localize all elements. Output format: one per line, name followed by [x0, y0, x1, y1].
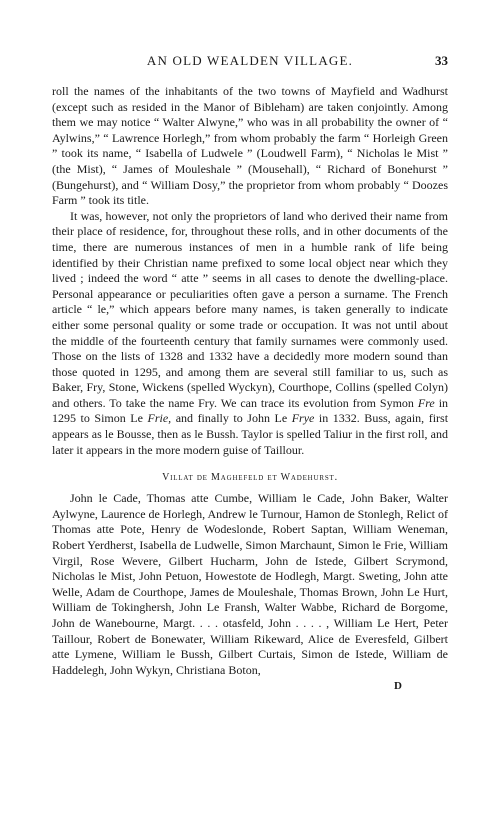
- paragraph-2-text-b: in 1295 to Simon Le: [52, 395, 449, 426]
- paragraph-2: [52, 209, 448, 459]
- page-header: [52, 52, 448, 70]
- italic-frie: Frie,: [147, 411, 172, 426]
- page-number: 33: [435, 53, 448, 68]
- paragraph-2-text-d: in 1332. Buss, again, first appears as le Bousse, then as le Bussh. Taylor is spelled Taliur in the first roll, and later it appears in the more modern guise of Taillour.: [52, 411, 449, 457]
- italic-frye: Frye: [291, 411, 315, 426]
- section-heading: Villat de Maghefeld et Wadehurst.: [162, 472, 338, 484]
- signature-mark: D: [394, 680, 402, 693]
- paragraph-3: John le Cade, Thomas atte Cumbe, William le Cade, John Baker, Walter Aylwyne, Laurence de Horlegh, Andrew le Turnour, Hamon de Stonlegh, Relict of Thomas atte Pote, Henry de Wodeslonde, Robert Saptan, William Weneman, Robert Yerdherst, Isabella de Ludwelle, Simon Marchaunt, Simon le Frie, William Virgil, Rose Wevere, Gilbert Hucharm, John de Istede, Gilbert Scrymond, Nicholas le Mist, John Petuon, Howestote de Hodlegh, Margt. Sweting, John atte Welle, Adam de Courthope, James de Mouleshale, Thomas Brown, John Le Hurt, William de Tokinghersh, John Le Fransh, Walter Wabbe, Richard de Borgome, John de Wanebourne, Margt. . . . otasfeld, John . . . . , William Le Hert, Peter Taillour, Robert de Bonewater, William Rikeward, Alice de Everesfeld, Gilbert atte Lymene, William le Bussh, Gilbert Curtais, Simon de Istede, William de Haddelegh, John Wykyn, Christiana Boton,: [52, 491, 448, 677]
- running-head: AN OLD WEALDEN VILLAGE.: [146, 53, 354, 68]
- paragraph-1: roll the names of the inhabitants of the two towns of Mayfield and Wadhurst (except such as resided in the Manor of Bibleham) are taken conjointly. Among them we may notice “ Walter Alwyne,” who was in all probability the owner of “ Aylwins,” “ Lawrence Horlegh,” from whom probably the farm “ Horleigh Green ” took its name, “ Isabella of Ludwele ” (Loudwell Farm), “ Nicholas le Mist ” (the Mist), “ James of Mouleshale ” (Mousehall), “ Richard of Bonehurst ” (Bungehurst), and “ William Dosy,” the proprietor from whom probably “ Doozes Farm ” took its title.: [52, 84, 448, 208]
- italic-fre: Fre: [417, 395, 435, 410]
- paragraph-2-text-c: and finally to John Le: [175, 411, 288, 426]
- paragraph-2-text-a: It was, however, not only the proprietors of land who derived their name from their place of residence, for, throughout these rolls, and in other documents of the time, there are numerous instances of men in a humble rank of life being identified by their Christian name prefixed to some local object near which they lived ; indeed the word “ atte ” seems in all cases to denote the dwelling-place. Personal appearance or peculiarities often gave a person a surname. The French article “ le,” which appears before many names, is taken generally to indicate either some personal quality or some trade or occupation. It was not until about the middle of the fourteenth century that family surnames were commonly used. Those on the lists of 1328 and 1332 have a decidedly more modern sound than those quoted in 1295, and among them are several still familiar to us, such as Baker, Fry, Stone, Wickens (spelled Wyckyn), Courthope, Collins (spelled Colyn) and others. To take the name Fry. We can trace its evolution from Symon: [52, 208, 448, 410]
